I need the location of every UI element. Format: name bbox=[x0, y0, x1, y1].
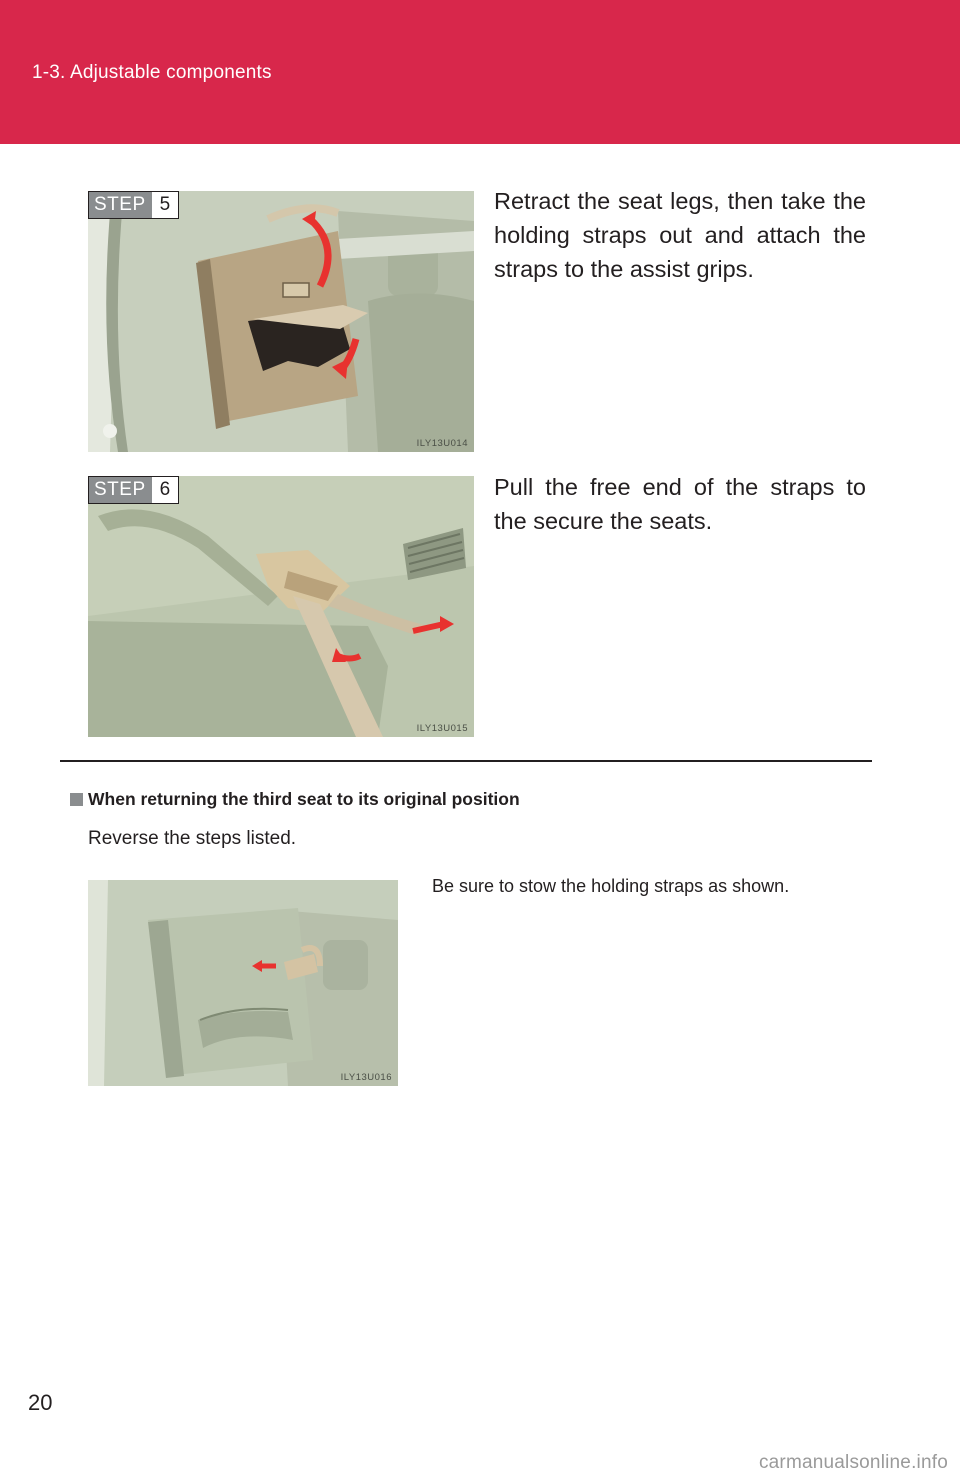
step-5-badge bbox=[88, 191, 179, 219]
strap-assist-grip-illustration bbox=[88, 476, 474, 737]
note-photo bbox=[88, 880, 398, 1086]
step-label: STEP bbox=[89, 192, 152, 218]
page-number: 20 bbox=[28, 1390, 53, 1415]
note-body: Reverse the steps listed. bbox=[88, 828, 297, 849]
image-code: ILY13U014 bbox=[416, 438, 468, 449]
note-caption: Be sure to stow the holding straps as shown. bbox=[432, 876, 790, 896]
note-heading-text: When returning the third seat to its original position bbox=[88, 789, 520, 809]
note-heading bbox=[70, 789, 520, 810]
step-6-photo bbox=[88, 476, 474, 737]
step-number: 5 bbox=[159, 194, 171, 215]
seat-folded-illustration bbox=[88, 191, 474, 452]
section-title: 1-3. Adjustable components bbox=[32, 62, 272, 83]
watermark: carmanualsonline.info bbox=[758, 1452, 948, 1473]
image-code: ILY13U015 bbox=[416, 723, 468, 734]
step-6-text: Pull the free end of the straps to the secure the seats. bbox=[494, 474, 866, 534]
square-bullet-icon bbox=[70, 793, 83, 806]
page-header bbox=[0, 0, 960, 144]
step-5-text: Retract the seat legs, then take the holding straps out and attach the straps to the assist grips. bbox=[494, 188, 866, 282]
stowed-straps-illustration bbox=[88, 880, 398, 1086]
image-code: ILY13U016 bbox=[340, 1072, 392, 1083]
step-label: STEP bbox=[89, 477, 152, 503]
step-number: 6 bbox=[159, 479, 171, 500]
step-5-photo bbox=[88, 191, 474, 452]
step-6-badge bbox=[88, 476, 179, 504]
section-divider bbox=[60, 760, 872, 762]
